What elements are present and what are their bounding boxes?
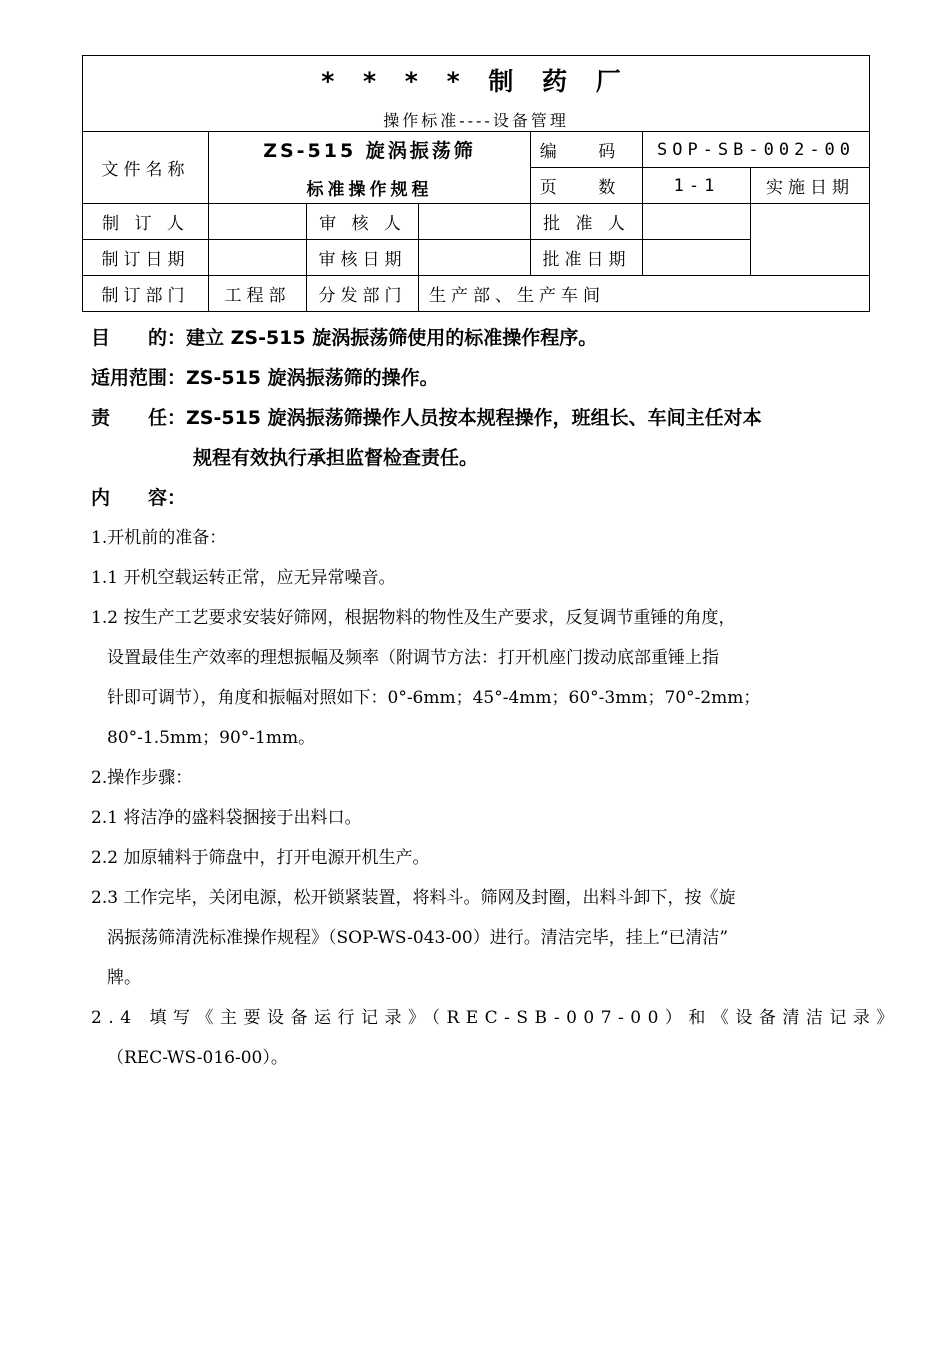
- title-cell: [83, 56, 870, 132]
- code-value: SOP-SB-002-00: [643, 132, 870, 168]
- page-value: 1-1: [643, 168, 751, 204]
- step-line-continued: 针即可调节），角度和振幅对照如下：0°-6mm；45°-4mm；60°-3mm；70°-2mm；: [107, 688, 761, 708]
- step-line: 2.3 工作完毕，关闭电源，松开锁紧装置，将料斗。筛网及封圈，出料斗卸下，按《旋: [91, 888, 736, 908]
- step-line-continued: （REC-WS-016-00）。: [107, 1048, 288, 1068]
- drafter-label: 制 订 人: [83, 204, 209, 240]
- step-line: 2.4 填写《主要设备运行记录》（REC-SB-007-00）和《设备清洁记录》: [91, 1008, 900, 1028]
- code-label: 编 码: [531, 132, 643, 168]
- doc-name-cell: [209, 132, 531, 204]
- review-date-label: 审核日期: [307, 240, 419, 276]
- step-line-continued: 涡振荡筛清洗标准操作规程》（SOP-WS-043-00）进行。清洁完毕，挂上“已清洁”: [107, 928, 729, 948]
- approve-date-value: [643, 240, 751, 276]
- step-line: 1.1 开机空载运转正常，应无异常噪音。: [91, 568, 396, 588]
- factory-name: * * * * 制 药 厂: [321, 67, 631, 96]
- step-line: 2.2 加原辅料于筛盘中，打开电源开机生产。: [91, 848, 430, 868]
- document-body: [91, 318, 900, 1078]
- step-line-continued: 牌。: [107, 968, 141, 988]
- review-date-value: [419, 240, 531, 276]
- standard-subtitle: 操作标准----设备管理: [383, 111, 569, 130]
- scope-line: 适用范围：ZS-515 旋涡振荡筛的操作。: [91, 367, 439, 389]
- effective-date-label: 实施日期: [751, 168, 870, 204]
- content-heading: 内 容：: [91, 487, 187, 509]
- dist-dept-label: 分发部门: [307, 276, 419, 312]
- draft-dept-value: 工程部: [209, 276, 307, 312]
- section-heading: 2.操作步骤：: [91, 768, 193, 788]
- drafter-value: [209, 204, 307, 240]
- approve-date-label: 批准日期: [531, 240, 643, 276]
- reviewer-label: 审 核 人: [307, 204, 419, 240]
- step-line: 1.2 按生产工艺要求安装好筛网，根据物料的物性及生产要求，反复调节重锤的角度，: [91, 608, 736, 628]
- approver-value: [643, 204, 751, 240]
- purpose-line: 目 的：建立 ZS-515 旋涡振荡筛使用的标准操作程序。: [91, 327, 598, 349]
- draft-date-value: [209, 240, 307, 276]
- doc-name-line1: ZS-515 旋涡振荡筛: [263, 139, 476, 162]
- doc-name-label: 文件名称: [83, 132, 209, 204]
- step-line-continued: 80°-1.5mm；90°-1mm。: [107, 728, 316, 748]
- reviewer-value: [419, 204, 531, 240]
- draft-dept-label: 制订部门: [83, 276, 209, 312]
- step-line: 2.1 将洁净的盛料袋捆接于出料口。: [91, 808, 362, 828]
- step-line-continued: 设置最佳生产效率的理想振幅及频率（附调节方法：打开机座门拨动底部重锤上指: [107, 648, 719, 668]
- doc-name-line2: 标准操作规程: [306, 179, 433, 200]
- responsibility-line-1: 责 任：ZS-515 旋涡振荡筛操作人员按本规程操作，班组长、车间主任对本: [91, 407, 762, 429]
- section-heading: 1.开机前的准备：: [91, 528, 227, 548]
- effective-date-value: [751, 204, 870, 276]
- dist-dept-value: 生产部、生产车间: [419, 276, 870, 312]
- draft-date-label: 制订日期: [83, 240, 209, 276]
- document-header-table: [82, 55, 870, 312]
- responsibility-line-2: 规程有效执行承担监督检查责任。: [193, 447, 479, 469]
- approver-label: 批 准 人: [531, 204, 643, 240]
- page-label: 页 数: [531, 168, 643, 204]
